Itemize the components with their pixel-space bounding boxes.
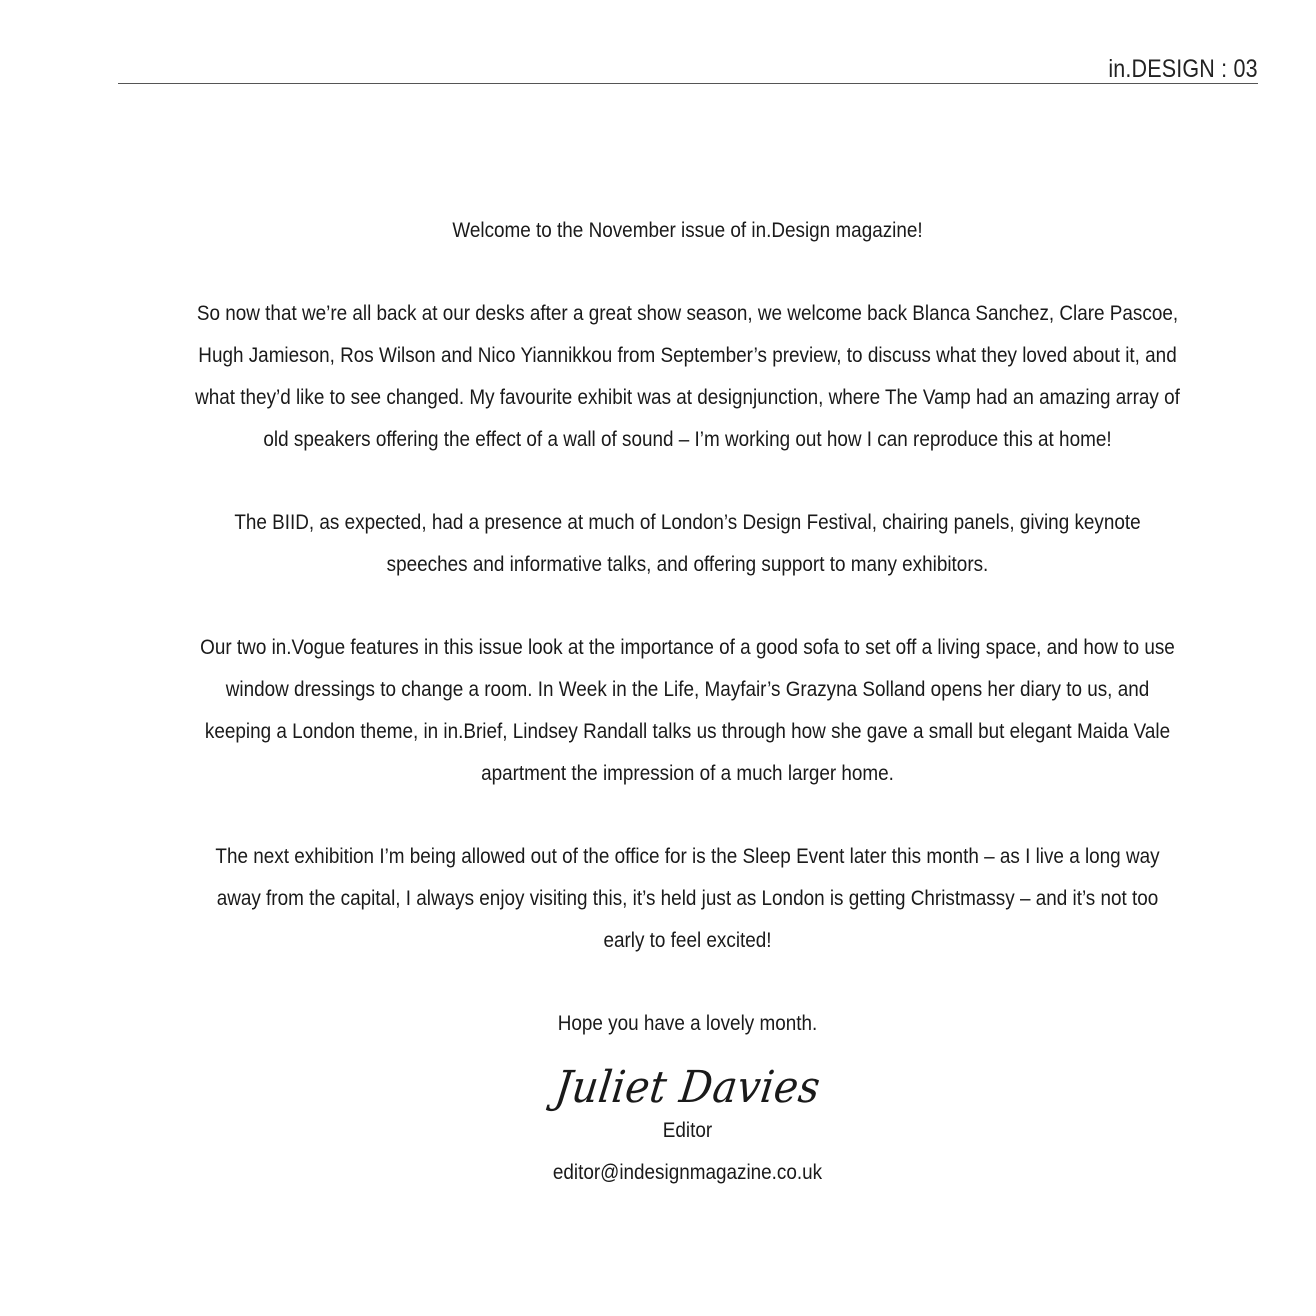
editor-role: Editor bbox=[662, 1119, 713, 1142]
letter-paragraph: So now that we’re all back at our desks after a great show season, we welcome back Blanca Sanchez, Clare Pascoe, Hugh Jamieson, Ros Wilson and Nico Yiannikkou from September’s preview, to discuss what they loved about it, and what they’d like to see changed. My favourite exhibit was at designjunction, where The Vamp had an amazing array of old speakers offering the effect of a wall of sound – I’m working out how I can reproduce this at home! bbox=[195, 302, 1180, 451]
letter-paragraph: The next exhibition I’m being allowed out of the office for is the Sleep Event later this month – as I live a long way away from the capital, I always enjoy visiting this, it’s held just as London is getting Christmassy – and it’s not too early to feel excited! bbox=[215, 845, 1160, 952]
running-header: in.DESIGN : 03 bbox=[1108, 55, 1258, 83]
header-rule bbox=[118, 83, 1258, 84]
letter-paragraph: Our two in.Vogue features in this issue look at the importance of a good sofa to set off a living space, and how to use window dressings to change a room. In Week in the Life, Mayfair’s Grazyna Solland opens her diary to us, and keeping a London theme, in in.Brief, Lindsey Randall talks us through how she gave a small but elegant Maida Vale apartment the impression of a much larger home. bbox=[200, 636, 1175, 785]
editor-signature: Juliet Davies bbox=[552, 1062, 824, 1113]
letter-paragraph: The BIID, as expected, had a presence at much of London’s Design Festival, chairing panels, giving keynote speeches and informative talks, and offering support to many exhibitors. bbox=[234, 511, 1141, 576]
letter-closing: Hope you have a lovely month. bbox=[557, 1012, 818, 1035]
editor-email[interactable]: editor@indesignmagazine.co.uk bbox=[552, 1161, 823, 1184]
letter-greeting: Welcome to the November issue of in.Design magazine! bbox=[452, 219, 923, 242]
signature-block bbox=[140, 1063, 1235, 1187]
editor-letter bbox=[140, 210, 1235, 1187]
